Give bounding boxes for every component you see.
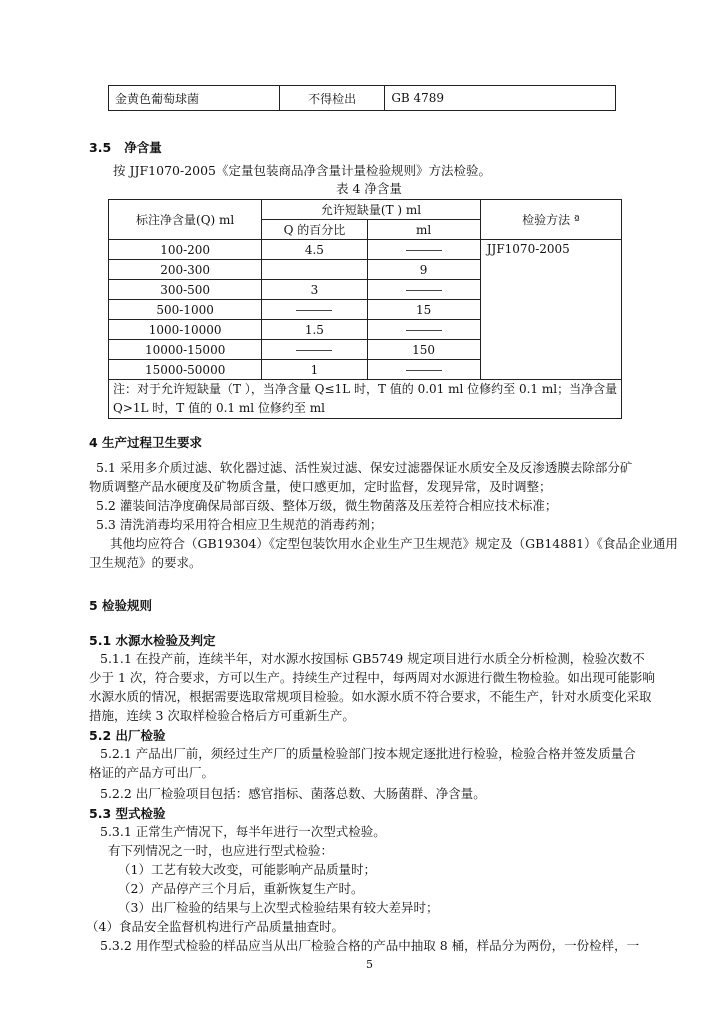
para-5-1-1-c: 水源水质的情况，根据需要选取常规项目检验。如水源水质不符合要求，不能生产，针对水质变化采取 [89, 689, 652, 704]
dash [296, 310, 332, 311]
note-line: 注：对于允许短缺量（T ），当净含量 Q≤1L 时，T 值的 0.01 ml 位修约至 0.1 ml；当净含量 [113, 382, 618, 396]
microbe-table [108, 85, 616, 111]
para-5-2-2: 5.2.2 出厂检验项目包括：感官指标、菌落总数、大肠菌群、净含量。 [100, 786, 486, 801]
para-5-1-1-b: 少于 1 次，符合要求，方可以生产。持续生产过程中，每两周对水源进行微生物检验。如出现可能影响 [89, 670, 655, 685]
note-line: Q>1L 时，T 值的 0.1 ml 位修约至 ml [113, 401, 325, 415]
table-4-caption: 表 4 净含量 [336, 181, 402, 196]
section-3-5-heading [89, 138, 162, 156]
section-number: 3.5 [89, 140, 112, 155]
section-5-3-title: 5.3 型式检验 [89, 806, 166, 821]
percent-cell: 1 [262, 360, 367, 380]
section-3-5-intro: 按 JJF1070-2005《定量包装商品净含量计量检验规则》方法检验。 [113, 163, 492, 178]
para-4-1-a: 5.1 采用多介质过滤、软化器过滤、活性炭过滤、保安过滤器保证水质安全及反渗透膜去除部分矿 [96, 460, 633, 475]
section-title: 净含量 [124, 140, 162, 155]
list-item: （3）出厂检验的结果与上次型式检验结果有较大差异时； [118, 900, 439, 915]
microbe-name-cell: 金黄色葡萄球菌 [109, 86, 280, 111]
range-cell: 100-200 [109, 240, 262, 260]
table-row [109, 240, 622, 260]
para-5-2-1-a: 5.2.1 产品出厂前，须经过生产厂的质量检验部门按本规定逐批进行检验，检验合格并签发质量合 [100, 746, 636, 761]
para-5-2-1-b: 格证的产品方可出厂。 [89, 765, 215, 780]
list-item: （4）食品安全监督机构进行产品质量抽查时。 [86, 919, 344, 934]
dash [406, 330, 442, 331]
para-4-4-b: 卫生规范》的要求。 [89, 555, 202, 570]
dash [406, 370, 442, 371]
percent-cell [262, 260, 367, 280]
ml-cell [367, 280, 480, 300]
range-cell: 300-500 [109, 280, 262, 300]
list-item: （2）产品停产三个月后，重新恢复生产时。 [118, 881, 364, 896]
range-cell: 15000-50000 [109, 360, 262, 380]
percent-cell [262, 300, 367, 320]
section-5-1-title: 5.1 水源水检验及判定 [89, 633, 216, 648]
ml-cell [367, 240, 480, 260]
dash [406, 250, 442, 251]
section-4-heading: 4 生产过程卫生要求 [89, 435, 203, 450]
percent-cell: 4.5 [262, 240, 367, 260]
percent-cell [262, 340, 367, 360]
para-5-1-1-a: 5.1.1 在投产前，连续半年，对水源水按国标 GB5749 规定项目进行水质全分析检测，检验次数不 [100, 651, 645, 666]
header-labeled: 标注净含量(Q) ml [109, 200, 262, 240]
percent-cell: 1.5 [262, 320, 367, 340]
para-4-4-a: 其他均应符合（GB19304）《定型包装饮用水企业生产卫生规范》规定及（GB14881）《食品企业通用 [110, 536, 678, 551]
header-ml: ml [367, 220, 480, 240]
ml-cell: 15 [367, 300, 480, 320]
page-number: 5 [366, 958, 373, 971]
microbe-limit-cell: 不得检出 [279, 86, 384, 111]
para-5-3-intro: 有下列情况之一时，也应进行型式检验： [108, 843, 334, 858]
ml-cell [367, 360, 480, 380]
microbe-method-cell: GB 4789 [385, 86, 616, 111]
header-allowed: 允许短缺量(T ) ml [262, 200, 480, 220]
table-note [109, 380, 622, 419]
para-5-3-2: 5.3.2 用作型式检验的样品应当从出厂检验合格的产品中抽取 8 桶，样品分为两份，一份检样，一 [100, 938, 640, 953]
percent-cell: 3 [262, 280, 367, 300]
ml-cell: 150 [367, 340, 480, 360]
net-content-table [108, 199, 622, 419]
range-cell: 200-300 [109, 260, 262, 280]
dash [296, 350, 332, 351]
para-5-1-1-d: 措施，连续 3 次取样检验合格后方可重新生产。 [89, 708, 355, 723]
section-5-2-title: 5.2 出厂检验 [89, 728, 166, 743]
para-4-3: 5.3 清洗消毒均采用符合相应卫生规范的消毒药剂； [96, 517, 383, 532]
para-4-1-b: 物质调整产品水硬度及矿物质含量，使口感更加，定时监督，发现异常，及时调整； [89, 479, 552, 494]
range-cell: 10000-15000 [109, 340, 262, 360]
section-5-heading: 5 检验规则 [89, 598, 153, 613]
dash [406, 290, 442, 291]
ml-cell: 9 [367, 260, 480, 280]
range-cell: 1000-10000 [109, 320, 262, 340]
para-5-3-1: 5.3.1 正常生产情况下，每半年进行一次型式检验。 [100, 824, 386, 839]
list-item: （1）工艺有较大改变，可能影响产品质量时； [118, 862, 376, 877]
method-cell: JJF1070-2005 [480, 240, 621, 380]
para-4-2: 5.2 灌装间洁净度确保局部百级、整体万级，微生物菌落及压差符合相应技术标准； [96, 498, 558, 513]
header-method: 检验方法 ª [480, 200, 621, 240]
header-percent: Q 的百分比 [262, 220, 367, 240]
ml-cell [367, 320, 480, 340]
range-cell: 500-1000 [109, 300, 262, 320]
